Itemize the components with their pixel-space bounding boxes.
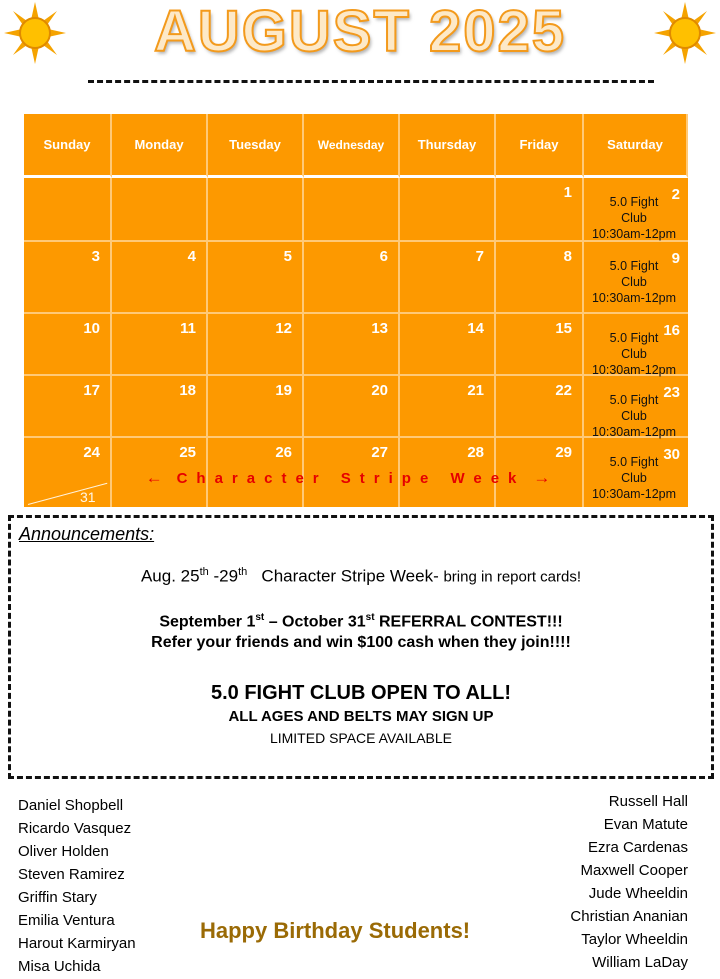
day-number: 16: [663, 322, 680, 339]
day-cell: [304, 314, 400, 376]
day-number: 5: [283, 248, 292, 265]
day-cell: [584, 376, 688, 438]
day-header: Thursday: [400, 114, 496, 178]
day-number: 28: [467, 444, 484, 461]
day-number: 24: [83, 444, 100, 461]
day-cell: [584, 314, 688, 376]
arrow-left-icon: ←: [145, 468, 163, 487]
birthday-name: Griffin Stary: [18, 889, 97, 906]
character-stripe-banner: [112, 464, 584, 492]
day-cell: [400, 314, 496, 376]
birthday-name: Ricardo Vasquez: [18, 820, 132, 837]
day-number: 27: [371, 444, 388, 461]
day-cell: [24, 314, 112, 376]
calendar: [24, 114, 688, 507]
day-number: 1: [563, 184, 572, 201]
announcement-fight-club: 5.0 FIGHT CLUB OPEN TO ALL!: [210, 682, 511, 704]
day-cell: [400, 376, 496, 438]
birthday-name: Steven Ramirez: [18, 866, 125, 883]
announcement-stripe-week: Aug. 25th -29th Character Stripe Week- bring in report cards!: [140, 566, 582, 586]
day-cell: [112, 242, 208, 314]
day-number: 22: [555, 382, 572, 399]
day-cell: [304, 178, 400, 242]
page-title: AUGUST 2025: [153, 0, 567, 64]
birthday-message: Happy Birthday Students!: [200, 918, 471, 943]
day-number: 23: [663, 384, 680, 401]
fight-club-event: 5.0 Fight Club 10:30am-12pm: [591, 259, 677, 305]
announcement-limited-space: LIMITED SPACE AVAILABLE: [269, 730, 453, 746]
announcement-referral-contest: September 1st – October 31st REFERRAL CONTEST!!!: [159, 612, 563, 631]
day-header: Saturday: [584, 114, 688, 178]
fight-club-event: 5.0 Fight Club 10:30am-12pm: [591, 455, 677, 501]
birthday-name: Maxwell Cooper: [580, 862, 688, 879]
day-cell: [112, 178, 208, 242]
announcement-all-ages: ALL AGES AND BELTS MAY SIGN UP: [228, 708, 494, 725]
day-number: 2: [671, 186, 680, 203]
announcements-title: Announcements:: [19, 524, 155, 544]
calendar-grid: [24, 114, 688, 507]
day-cell: [496, 242, 584, 314]
sun-icon: [654, 2, 716, 64]
day-number: 21: [467, 382, 484, 399]
fight-club-event: 5.0 Fight Club 10:30am-12pm: [591, 393, 677, 439]
day-cell: [584, 178, 688, 242]
day-cell: [24, 178, 112, 242]
day-number: 30: [663, 446, 680, 463]
fight-club-event: 5.0 Fight Club 10:30am-12pm: [591, 195, 677, 241]
birthday-list-right: [570, 790, 688, 974]
birthday-name: Oliver Holden: [18, 843, 109, 860]
day-number: 4: [187, 248, 196, 265]
day-header: Tuesday: [208, 114, 304, 178]
day-cell: [400, 242, 496, 314]
day-header: Monday: [112, 114, 208, 178]
day-number: 11: [180, 320, 196, 337]
day-number: 14: [467, 320, 484, 337]
day-cell: [208, 242, 304, 314]
day-number: 29: [555, 444, 572, 461]
day-cell: [112, 314, 208, 376]
day-cell: [496, 178, 584, 242]
birthday-name: Harout Karmiryan: [18, 935, 136, 952]
day-number: 10: [83, 320, 100, 337]
birthday-name: Christian Ananian: [570, 908, 688, 925]
stripe-week-label: Character Stripe Week: [176, 469, 526, 487]
day-cell: [24, 376, 112, 438]
day-number: 15: [555, 320, 572, 337]
birthday-name: Russell Hall: [608, 793, 688, 810]
day-number: 7: [475, 248, 484, 265]
birthday-name: Emilia Ventura: [18, 912, 115, 929]
birthday-name: Jude Wheeldin: [588, 885, 688, 902]
day-cell: [400, 178, 496, 242]
birthday-name: Misa Uchida: [18, 958, 101, 975]
day-cell: [584, 242, 688, 314]
day-number: 6: [379, 248, 388, 265]
day-cell: [208, 376, 304, 438]
birthday-name: Daniel Shopbell: [18, 797, 124, 814]
birthday-list-left: [18, 794, 136, 978]
day-number: 25: [179, 444, 196, 461]
day-number: 19: [275, 382, 292, 399]
day-cell: [496, 376, 584, 438]
day-number: 26: [275, 444, 292, 461]
day-header: Friday: [496, 114, 584, 178]
day-number: 18: [179, 382, 196, 399]
day-number: 13: [371, 320, 388, 337]
day-cell: [208, 178, 304, 242]
day-header: Sunday: [24, 114, 112, 178]
day-number: 8: [563, 248, 572, 265]
day-cell: [304, 242, 400, 314]
birthday-name: Evan Matute: [603, 816, 688, 833]
announcements-box: [8, 515, 714, 779]
day-number: 3: [91, 248, 100, 265]
day-number: 9: [671, 250, 680, 267]
day-number: 31: [80, 489, 96, 505]
birthday-name: Taylor Wheeldin: [581, 931, 688, 948]
day-number: 12: [275, 320, 292, 337]
title-divider: [88, 80, 654, 83]
day-cell: [496, 314, 584, 376]
arrow-right-icon: →: [533, 468, 551, 487]
day-cell: [24, 242, 112, 314]
fight-club-event: 5.0 Fight Club 10:30am-12pm: [591, 331, 677, 377]
birthday-name: Ezra Cardenas: [587, 839, 688, 856]
day-cell: [112, 376, 208, 438]
day-cell: [304, 376, 400, 438]
day-cell: [584, 438, 688, 507]
day-number: 20: [371, 382, 388, 399]
announcement-referral-details: Refer your friends and win $100 cash when they join!!!!: [151, 634, 571, 651]
day-number: 17: [83, 382, 100, 399]
day-header: Wednesday: [304, 114, 400, 178]
birthday-name: William LaDay: [592, 954, 688, 971]
day-cell: [208, 314, 304, 376]
day-cell: [24, 438, 112, 507]
